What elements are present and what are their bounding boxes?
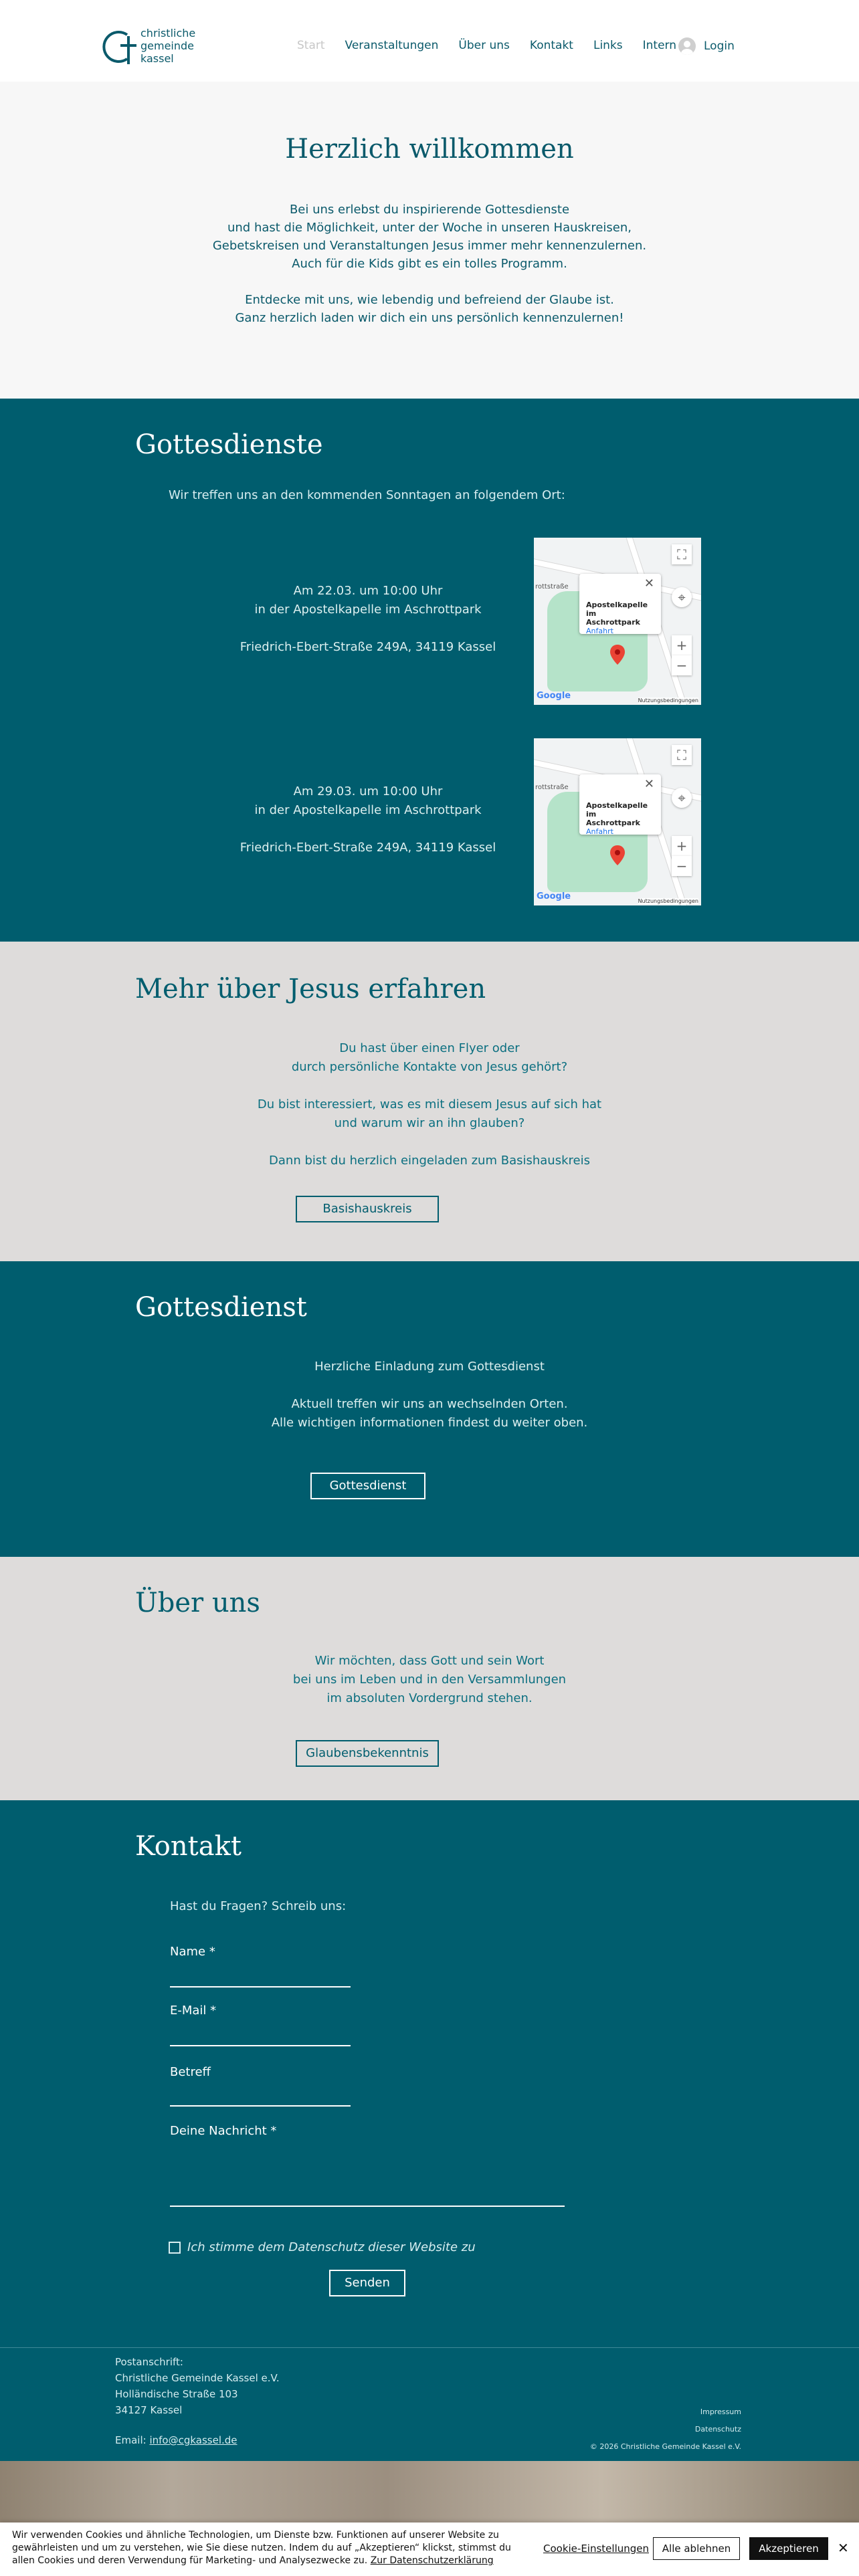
popup-route-link[interactable]: Anfahrt bbox=[586, 627, 613, 635]
cookie-message: Wir verwenden Cookies und ähnliche Technologien, um Dienste bzw. Funktionen auf unserer Website zu gewährleisten und um zu verstehen, wie Sie diese nutzen. Indem du auf „Akzeptieren“ klickst, stimmst du allen Cookies und deren Verwendung für Marketing- und Analysezwecke zu. bbox=[12, 2530, 511, 2566]
consent-label: Ich stimme dem Datenschutz dieser Website zu bbox=[187, 2240, 476, 2254]
main-nav bbox=[297, 39, 696, 52]
logo-line: kassel bbox=[140, 52, 174, 65]
jesus-line: durch persönliche Kontakte von Jesus gehört? bbox=[291, 1060, 568, 1074]
hero-line: Bei uns erlebst du inspirierende Gottesdienste bbox=[289, 203, 570, 217]
hero-line: Gebetskreisen und Veranstaltungen Jesus immer mehr kennenzulernen. bbox=[212, 239, 647, 253]
jesus-line: Du bist interessiert, was es mit diesem Jesus auf sich hat bbox=[257, 1097, 602, 1111]
nav-about[interactable]: Über uns bbox=[458, 39, 510, 52]
impressum-link[interactable]: Impressum bbox=[700, 2407, 741, 2416]
footer-address bbox=[115, 2354, 280, 2418]
hero-line: Entdecke mit uns, wie lebendig und befreiend der Glaube ist. bbox=[245, 293, 614, 307]
map-terms-link[interactable]: Nutzungsbedingungen bbox=[638, 697, 698, 704]
confession-button[interactable]: Glaubensbekenntnis bbox=[296, 1740, 439, 1767]
footer-email bbox=[115, 2434, 237, 2446]
login-button[interactable] bbox=[678, 37, 735, 55]
site-footer bbox=[0, 2347, 859, 2461]
hero-title: Herzlich willkommen bbox=[285, 134, 574, 165]
user-avatar-icon bbox=[678, 37, 696, 55]
address-line: Holländische Straße 103 bbox=[115, 2388, 238, 2400]
nav-links[interactable]: Links bbox=[593, 39, 623, 52]
service-address: Friedrich-Ebert-Straße 249A, 34119 Kassel bbox=[240, 640, 496, 654]
service-text bbox=[0, 1358, 859, 1432]
google-map[interactable] bbox=[534, 738, 701, 905]
address-line: Postanschrift: bbox=[115, 2356, 183, 2368]
popup-title: Aschrottpark bbox=[586, 618, 640, 627]
nav-intern[interactable]: Intern bbox=[642, 39, 677, 52]
email-label: Email: bbox=[115, 2434, 147, 2446]
hero-line: Auch für die Kids gibt es ein tolles Programm. bbox=[292, 257, 567, 271]
nav-contact[interactable]: Kontakt bbox=[529, 39, 573, 52]
map-pin-icon[interactable] bbox=[610, 645, 625, 665]
fullscreen-icon[interactable]: ⛶ bbox=[672, 544, 692, 564]
close-icon[interactable]: ✕ bbox=[838, 2540, 849, 2556]
cookie-settings-link[interactable]: Cookie-Einstellungen bbox=[543, 2543, 650, 2555]
zoom-out-icon[interactable]: − bbox=[672, 856, 692, 876]
address-line: 34127 Kassel bbox=[115, 2404, 183, 2416]
services-title: Gottesdienste bbox=[135, 429, 323, 460]
footer-divider bbox=[0, 2347, 859, 2348]
map-popup bbox=[579, 774, 661, 835]
about-text bbox=[0, 1652, 859, 1708]
logo[interactable] bbox=[100, 27, 195, 67]
jesus-title: Mehr über Jesus erfahren bbox=[135, 974, 486, 1004]
message-label: Deine Nachricht * bbox=[170, 2124, 277, 2138]
service-section bbox=[0, 1261, 859, 1557]
nav-events[interactable]: Veranstaltungen bbox=[345, 39, 439, 52]
hero-line: Ganz herzlich laden wir dich ein uns persönlich kennenzulernen! bbox=[235, 311, 624, 325]
name-label: Name * bbox=[170, 1945, 215, 1959]
cookie-text bbox=[12, 2529, 520, 2567]
zoom-in-icon[interactable]: + bbox=[672, 635, 692, 655]
zoom-out-icon[interactable]: − bbox=[672, 655, 692, 675]
services-intro: Wir treffen uns an den kommenden Sonntagen an folgendem Ort: bbox=[169, 488, 565, 502]
cookie-privacy-link[interactable]: Zur Datenschutzerklärung bbox=[370, 2555, 494, 2566]
service-place: in der Apostelkapelle im Aschrottpark bbox=[254, 803, 482, 817]
accept-button[interactable]: Akzeptieren bbox=[749, 2537, 828, 2560]
about-line: im absoluten Vordergrund stehen. bbox=[326, 1691, 533, 1705]
popup-title: Apostelkapelle im bbox=[586, 601, 648, 618]
logo-mark-icon bbox=[100, 27, 138, 67]
map-terms-link[interactable]: Nutzungsbedingungen bbox=[638, 898, 698, 904]
gottesdienst-button[interactable]: Gottesdienst bbox=[310, 1473, 425, 1499]
contact-title: Kontakt bbox=[135, 1831, 242, 1862]
hero-line: und hast die Möglichkeit, unter der Woche in unseren Hauskreisen, bbox=[227, 221, 632, 235]
email-field[interactable] bbox=[170, 2045, 351, 2046]
footer-links bbox=[590, 2403, 741, 2456]
service-line: Herzliche Einladung zum Gottesdienst bbox=[314, 1360, 545, 1374]
jesus-section bbox=[0, 942, 859, 1261]
email-link[interactable]: info@cgkassel.de bbox=[149, 2434, 237, 2446]
zoom-in-icon[interactable]: + bbox=[672, 836, 692, 856]
hero-line bbox=[0, 273, 859, 291]
message-field[interactable] bbox=[170, 2206, 565, 2207]
jesus-line: und warum wir an ihn glauben? bbox=[334, 1116, 525, 1130]
map-popup bbox=[579, 574, 661, 634]
fullscreen-icon[interactable]: ⛶ bbox=[672, 745, 692, 765]
services-section bbox=[0, 399, 859, 942]
email-label: E-Mail * bbox=[170, 2004, 217, 2018]
subject-field[interactable] bbox=[170, 2105, 351, 2107]
hero-text bbox=[0, 201, 859, 327]
about-line: Wir möchten, dass Gott und sein Wort bbox=[314, 1654, 545, 1668]
locate-icon[interactable]: ⌖ bbox=[672, 587, 692, 607]
service-address: Friedrich-Ebert-Straße 249A, 34119 Kassel bbox=[240, 841, 496, 855]
popup-title: Aschrottpark bbox=[586, 819, 640, 827]
service-date: Am 29.03. um 10:00 Uhr bbox=[293, 784, 443, 798]
login-label: Login bbox=[704, 39, 735, 53]
popup-route-link[interactable]: Anfahrt bbox=[586, 827, 613, 836]
contact-section bbox=[0, 1800, 859, 2347]
service-place: in der Apostelkapelle im Aschrottpark bbox=[254, 603, 482, 617]
decline-all-button[interactable]: Alle ablehnen bbox=[653, 2537, 740, 2560]
consent-checkbox[interactable] bbox=[169, 2242, 181, 2254]
map-street-label: rottstraße bbox=[535, 784, 569, 791]
map-street-label: rottstraße bbox=[535, 583, 569, 591]
privacy-link[interactable]: Datenschutz bbox=[694, 2425, 741, 2434]
locate-icon[interactable]: ⌖ bbox=[672, 788, 692, 808]
jesus-text bbox=[0, 1039, 859, 1170]
service-title: Gottesdienst bbox=[135, 1292, 307, 1323]
service-item bbox=[201, 782, 535, 857]
jesus-line: Du hast über einen Flyer oder bbox=[339, 1041, 520, 1055]
popup-title: Apostelkapelle im bbox=[586, 801, 648, 819]
nav-start[interactable]: Start bbox=[297, 39, 325, 52]
logo-line: gemeinde bbox=[140, 39, 195, 52]
logo-line: christliche bbox=[140, 27, 196, 39]
about-section bbox=[0, 1557, 859, 1800]
cookie-banner bbox=[0, 2523, 859, 2576]
contact-intro: Hast du Fragen? Schreib uns: bbox=[170, 1899, 347, 1913]
basishauskreis-button[interactable]: Basishauskreis bbox=[296, 1196, 439, 1222]
send-button[interactable]: Senden bbox=[329, 2270, 405, 2296]
google-map[interactable] bbox=[534, 538, 701, 705]
name-field[interactable] bbox=[170, 1986, 351, 1988]
jesus-line: Dann bist du herzlich eingeladen zum Basishauskreis bbox=[269, 1154, 590, 1168]
footer-photo bbox=[0, 2461, 859, 2523]
subject-label: Betreff bbox=[170, 2065, 211, 2079]
google-logo: Google bbox=[537, 691, 571, 701]
copyright: © 2026 Christliche Gemeinde Kassel e.V. bbox=[589, 2442, 741, 2451]
service-item bbox=[201, 582, 535, 657]
about-title: Über uns bbox=[135, 1588, 260, 1618]
popup-close-icon[interactable]: ✕ bbox=[644, 576, 654, 591]
service-date: Am 22.03. um 10:00 Uhr bbox=[293, 584, 443, 598]
logo-text bbox=[140, 27, 195, 65]
about-line: bei uns im Leben und in den Versammlungen bbox=[292, 1673, 567, 1687]
consent-row[interactable] bbox=[169, 2240, 476, 2254]
service-line: Alle wichtigen informationen findest du weiter oben. bbox=[271, 1416, 588, 1430]
popup-close-icon[interactable]: ✕ bbox=[644, 777, 654, 791]
site-header bbox=[0, 0, 859, 82]
map-pin-icon[interactable] bbox=[610, 845, 625, 865]
service-line: Aktuell treffen wir uns an wechselnden Orten. bbox=[291, 1397, 568, 1411]
google-logo: Google bbox=[537, 891, 571, 901]
hero-section bbox=[0, 82, 859, 399]
address-line: Christliche Gemeinde Kassel e.V. bbox=[115, 2372, 280, 2384]
